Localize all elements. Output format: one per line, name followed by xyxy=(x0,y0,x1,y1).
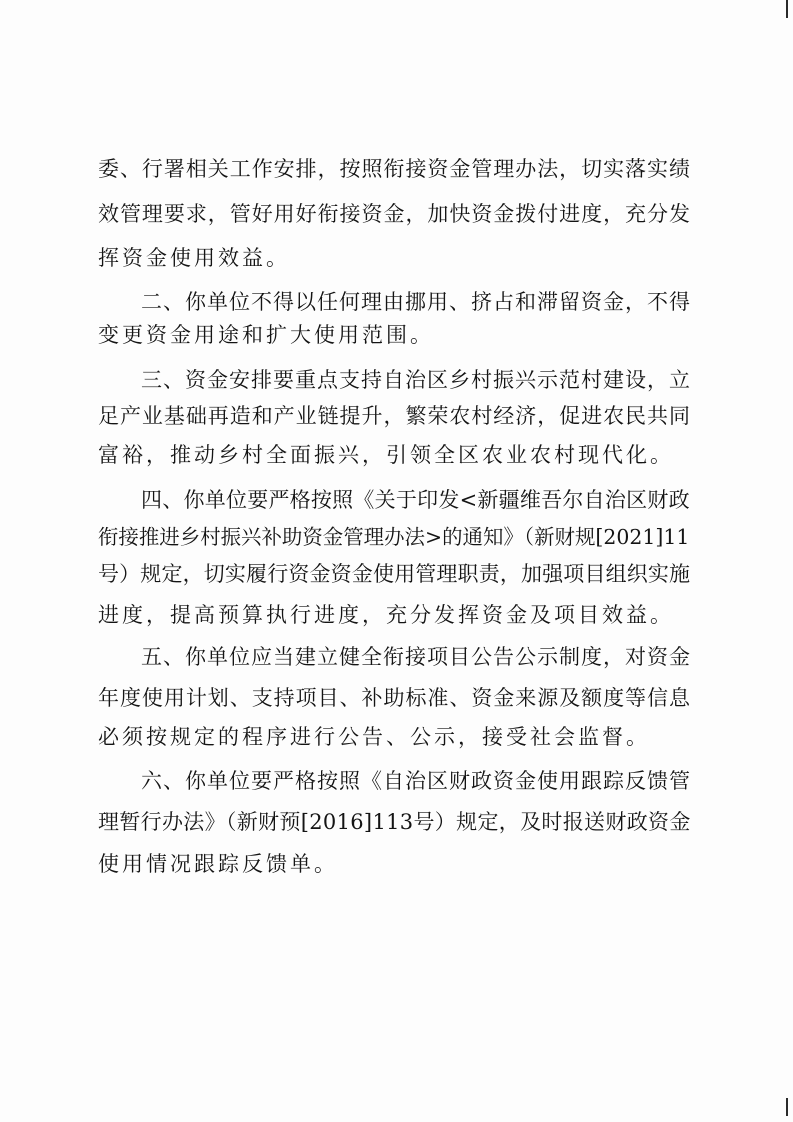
body-text-line: 进度，提高预算执行进度，充分发挥资金及项目效益。 xyxy=(98,603,674,627)
body-text-line: 使用情况跟踪反馈单。 xyxy=(98,852,338,876)
body-text-line: 效管理要求，管好用好衔接资金，加快资金拨付进度，充分发 xyxy=(98,202,691,226)
body-text-line: 变更资金用途和扩大使用范围。 xyxy=(98,323,434,347)
body-text-line: 理暂行办法》（新财预[2016]113号）规定，及时报送财政资金 xyxy=(98,810,691,834)
body-text-line: 二、你单位不得以任何理由挪用、挤占和滞留资金，不得 xyxy=(141,290,691,314)
body-text-line: 委、行署相关工作安排，按照衔接资金管理办法，切实落实绩 xyxy=(98,157,691,181)
body-text-line: 年度使用计划、支持项目、补助标准、资金来源及额度等信息 xyxy=(98,686,691,710)
body-text-line: 富裕，推动乡村全面振兴，引领全区农业农村现代化。 xyxy=(98,443,674,467)
body-text-line: 三、资金安排要重点支持自治区乡村振兴示范村建设，立 xyxy=(141,368,691,392)
scan-edge-mark xyxy=(786,1098,788,1116)
body-text-line: 必须按规定的程序进行公告、公示，接受社会监督。 xyxy=(98,725,650,749)
scan-edge-mark xyxy=(786,0,788,18)
body-text-line: 号）规定，切实履行资金资金使用管理职责，加强项目组织实施 xyxy=(98,562,691,586)
body-text-line: 衔接推进乡村振兴补助资金管理办法>的通知》（新财规[2021]11 xyxy=(98,525,690,549)
body-text-line: 五、你单位应当建立健全衔接项目公告公示制度，对资金 xyxy=(141,645,691,669)
body-text-line: 四、你单位要严格按照《关于印发<新疆维吾尔自治区财政 xyxy=(141,488,690,512)
body-text-line: 六、你单位要严格按照《自治区财政资金使用跟踪反馈管 xyxy=(141,769,691,793)
body-text-line: 足产业基础再造和产业链提升，繁荣农村经济，促进农民共同 xyxy=(98,404,691,428)
body-text-line: 挥资金使用效益。 xyxy=(98,246,290,270)
